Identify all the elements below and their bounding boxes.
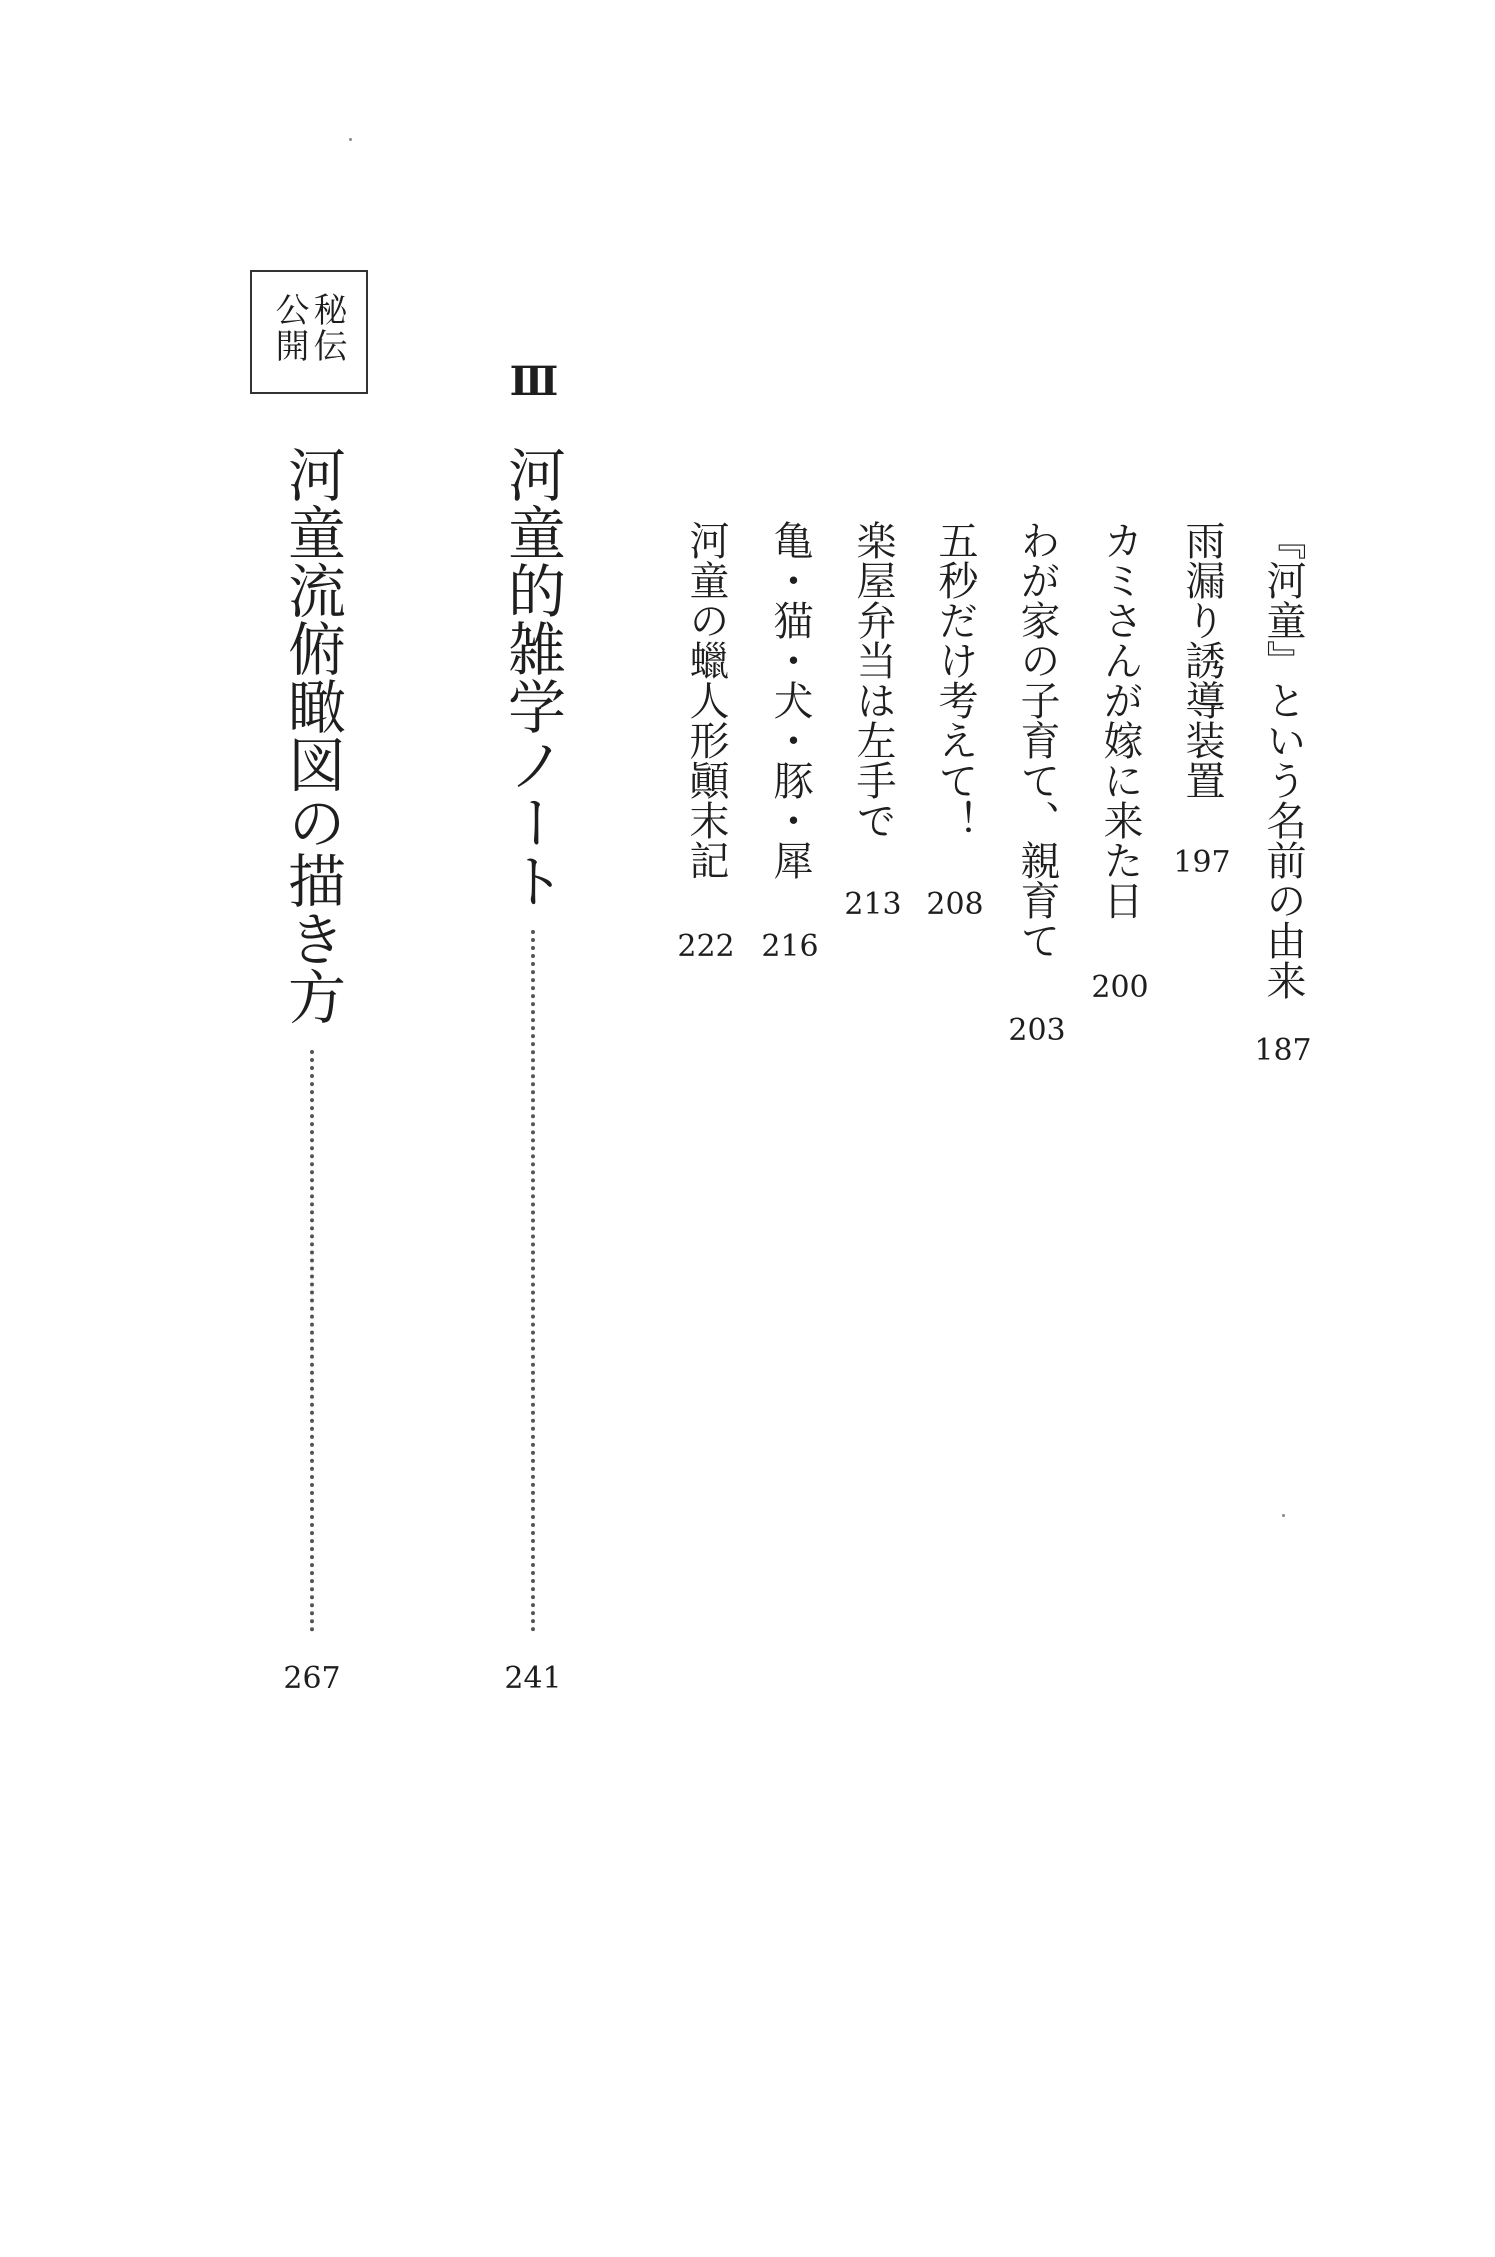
- toc-entry-page: 197: [1173, 845, 1231, 880]
- toc-entry-page: 203: [1008, 1013, 1066, 1048]
- chapter-title: 河童流俯瞰図の描き方: [278, 445, 346, 1025]
- badge-line-2: 公開: [269, 292, 309, 364]
- toc-entry-title: 亀・猫・犬・豚・犀: [767, 520, 813, 880]
- scan-speck: [1282, 1514, 1285, 1517]
- toc-entry-page: 222: [677, 929, 735, 964]
- secret-badge: [250, 270, 368, 394]
- section-numeral: Ⅲ: [509, 358, 557, 405]
- toc-entry-page: 213: [844, 887, 902, 922]
- dot-leader: [531, 930, 535, 1632]
- toc-entry-page: 187: [1254, 1033, 1312, 1068]
- toc-entry-page: 216: [761, 929, 819, 964]
- chapter-title: 河童的雑学ノート: [498, 445, 566, 909]
- chapter-page: 241: [504, 1661, 562, 1696]
- toc-entry-title: 雨漏り誘導装置: [1179, 520, 1225, 800]
- toc-entry-title: 五秒だけ考えて！: [932, 520, 978, 840]
- toc-entry-title: 楽屋弁当は左手で: [850, 520, 896, 840]
- badge-line-1: 秘伝: [307, 292, 347, 364]
- toc-entry-title: わが家の子育て、親育て: [1014, 520, 1060, 960]
- toc-entry-title: カミさんが嫁に来た日: [1097, 520, 1143, 920]
- dot-leader: [310, 1050, 314, 1632]
- toc-entry-title: 河童の蠟人形顚末記: [683, 520, 729, 880]
- toc-entry-title: 『河童』という名前の由来: [1260, 520, 1306, 1000]
- chapter-page: 267: [283, 1661, 341, 1696]
- toc-entry-page: 200: [1091, 970, 1149, 1005]
- scan-speck: [349, 138, 352, 141]
- toc-entry-page: 208: [926, 887, 984, 922]
